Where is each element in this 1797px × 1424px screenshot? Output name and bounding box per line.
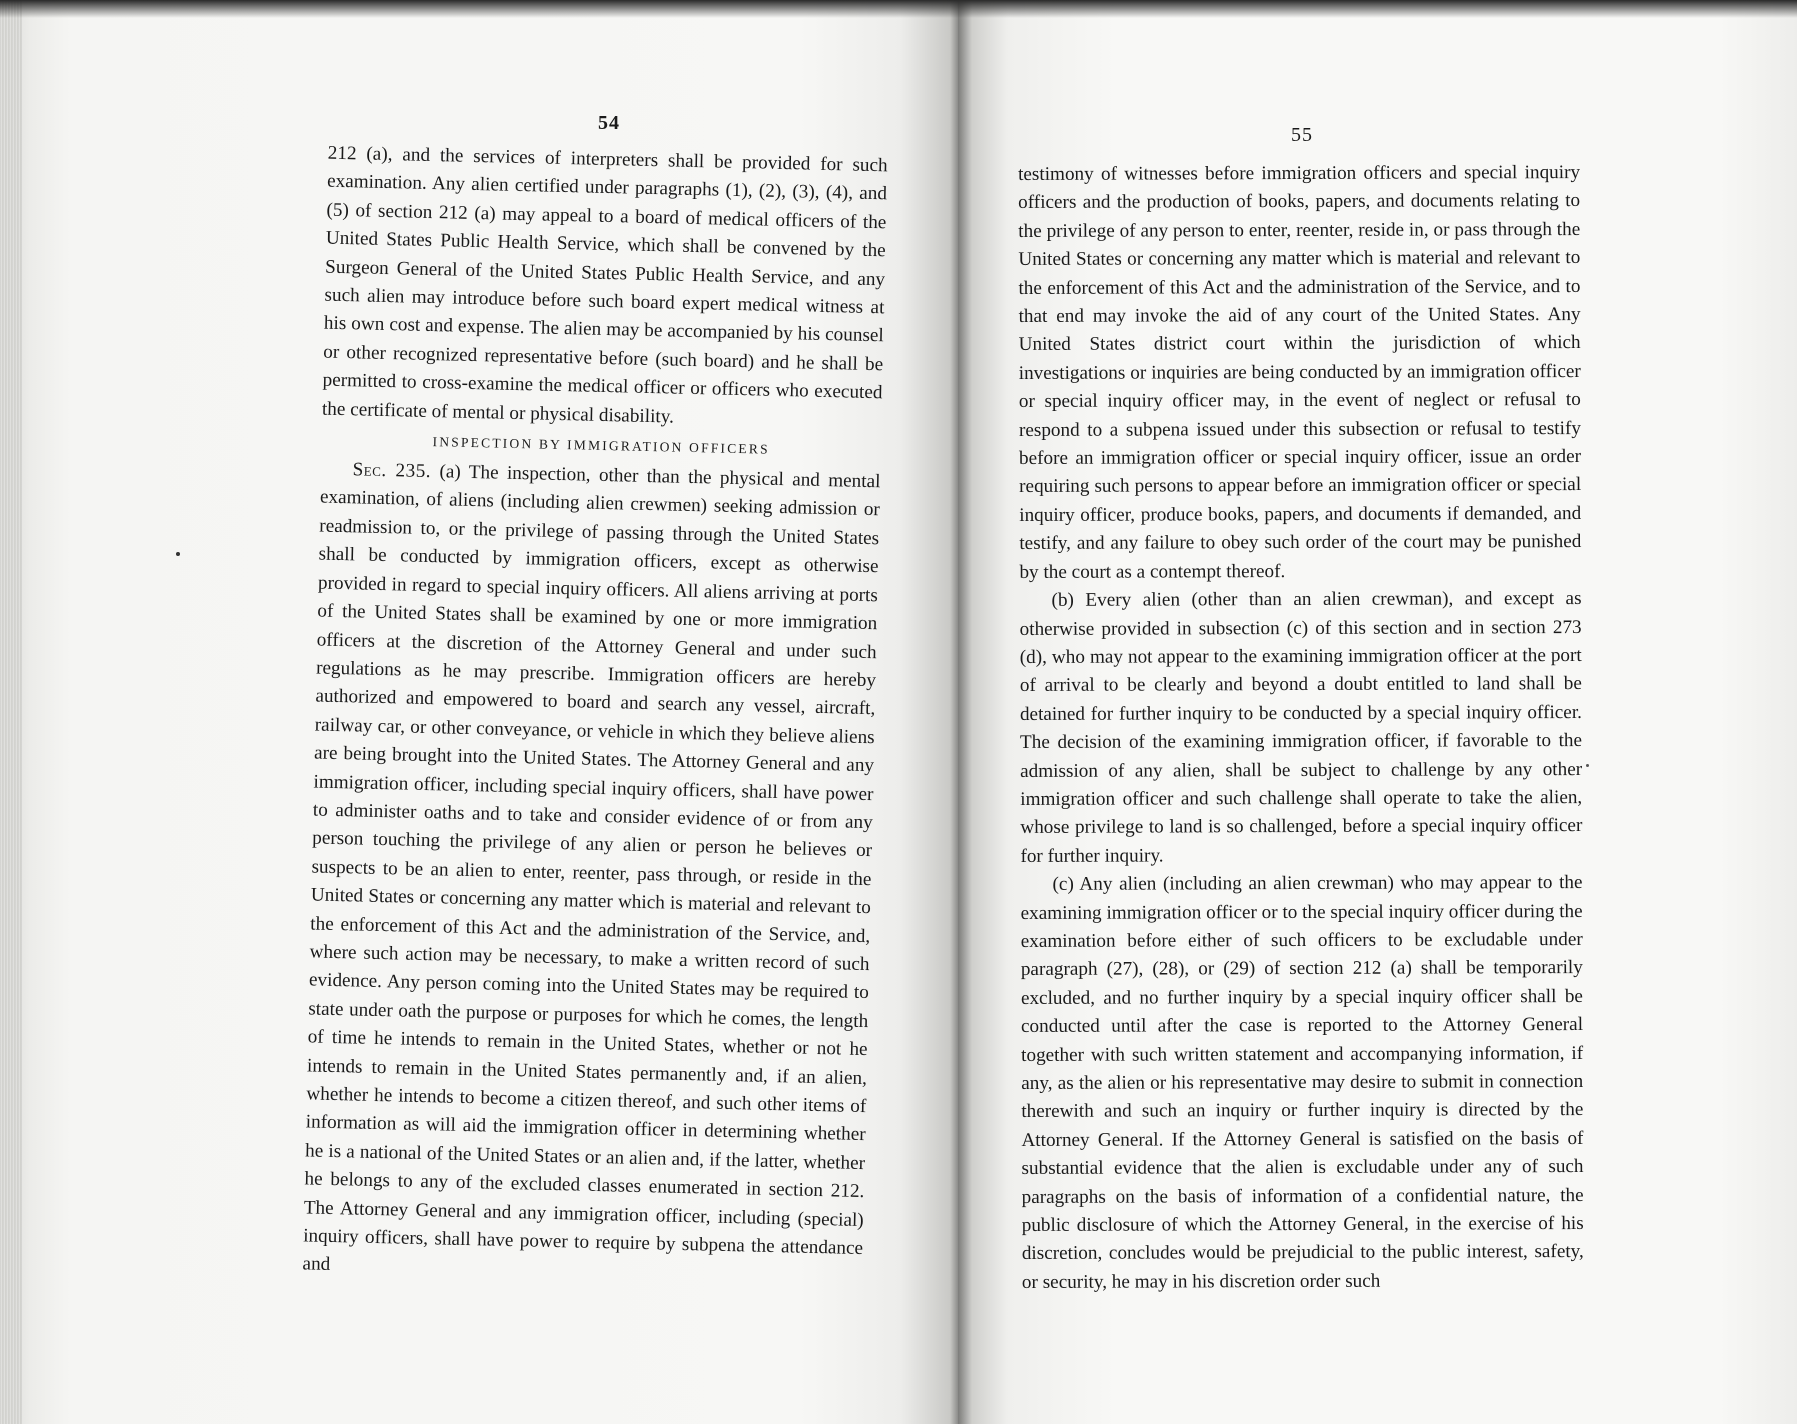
page-edge-stack xyxy=(0,0,22,1424)
section-label: Sec. 235. xyxy=(352,459,432,483)
paragraph-subsection-b: (b) Every alien (other than an alien crewman), and except as otherwise provided in subsection (c) of this section and in section 273 (d), who may not appear to the examining immigration officer at the port of arrival to be clearly and beyond a doubt entitled to land shall be detained for further inquiry to be conducted by a special inquiry officer. The decision of the examining immigration officer, if favorable to the admission of any alien, shall be subject to challenge by any other immigration officer and such challenge shall operate to take the alien, whose privilege to land is so challenged, before a special inquiry officer for further inquiry. xyxy=(1019,588,1583,867)
top-shadow xyxy=(958,0,1797,18)
section-235-text: (a) The inspection, other than the physical and mental examination, of aliens (including alien crewmen) seeking admission or readmission to, or the privilege of passing through the United States shall be conducted by immigration officers, except as otherwise provided in regard to special inquiry officers. All aliens arriving at ports of the United States shall be examined by one or more immigration officers at the discretion of the Attorney General and under such regulations as he may prescribe. Immigration officers are hereby authorized and empowered to board and search any vessel, aircraft, railway car, or other conveyance, or vehicle in which they believe aliens are being brought into the United States. The Attorney General and any immigration officer, including special inquiry officers, shall have power to administer oaths and to take and consider evidence of or from any person touching the privilege of any alien or person he believes or suspects to be an alien to enter, reenter, pass through, or reside in the United States or concerning any matter which is material and relevant to the enforcement of this Act and the administration of the Service, and, where such action may be necessary, to make a written record of such evidence. Any person coming into the United States may be required to state under oath the purpose or purposes for which he comes, the length of time he intends to remain in the United States, whether or not he intends to remain in the United States permanently and, if an alien, whether he intends to become a citizen thereof, and such other items of information as will aid the immigration officer in determining whether he is a national of the United States or an alien and, if the latter, whether he belongs to any of the excluded classes enumerated in section 212. The Attorney General and any immigration officer, including (special) inquiry officers, shall have power to require by subpena the attendance and xyxy=(302,461,881,1276)
paragraph-continued: testimony of witnesses before immigration officers and special inquiry officers and the production of books, papers, and documents relating to the privilege of any person to enter, reenter, reside in, or pass through the United States or concerning any matter which is material and relevant to the enforcement of this Act and the administration of the Service, and to that end may invoke the aid of any court of the United States. Any United States district court within the jurisdiction of which investigations or inquiries are being conducted by an immigration officer or special inquiry officer may, in the event of neglect or refusal to respond to a subpena issued under this subsection or refusal to testify before an immigration officer or special inquiry officer, issue an order requiring such persons to appear before an immigration officer or special inquiry officer, produce books, papers, and documents if demanded, and testify, and any failure to obey such order of the court may be punished by the court as a contempt thereof. xyxy=(1018,162,1582,583)
section-heading: INSPECTION BY IMMIGRATION OFFICERS xyxy=(432,434,770,457)
paragraph-continued: 212 (a), and the services of interpreters shall be provided for such examination. Any alien certified under paragraphs (1), (2), (3), (4), and (5) of section 212 (a) may appeal to a board of medical officers of the United States Public Health Service, which shall be convened by the Surgeon General of the United States Public Health Service, and any such alien may introduce before such board expert medical witness at his own cost and expense. The alien may be accompanied by his counsel or other recognized representative before (such board) and he shall be permitted to cross-examine the medical officer or officers who executed the certificate of mental or physical disability. xyxy=(321,142,888,428)
right-page-text xyxy=(1018,159,1584,1297)
section-235-paragraph xyxy=(302,456,881,1292)
page-number-right: 55 xyxy=(1291,124,1313,146)
ink-speck xyxy=(1586,764,1589,767)
page-number-left: 54 xyxy=(598,112,620,134)
paragraph-subsection-c: (c) Any alien (including an alien crewman) who may appear to the examining immigration officer or to the special inquiry officer during the examination before either of such officers to be excludable under paragraph (27), (28), or (29) of section 212 (a) shall be temporarily excluded, and no further inquiry by a special inquiry officer shall be conducted until after the case is reported to the Attorney General together with such written statement and accompanying information, if any, as the alien or his representative may desire to submit in connection therewith and such an inquiry or further inquiry is directed by the Attorney General. If the Attorney General is satisfied on the basis of substantial evidence that the alien is excludable under any of such paragraphs on the basis of information of a confidential nature, the public disclosure of which the Attorney General, in the exercise of his discretion, concludes would be prejudicial to the public interest, safety, or security, he may in his discretion order such xyxy=(1020,872,1584,1293)
left-page-text xyxy=(302,140,888,1292)
top-shadow xyxy=(0,0,958,18)
ink-speck xyxy=(176,552,180,556)
